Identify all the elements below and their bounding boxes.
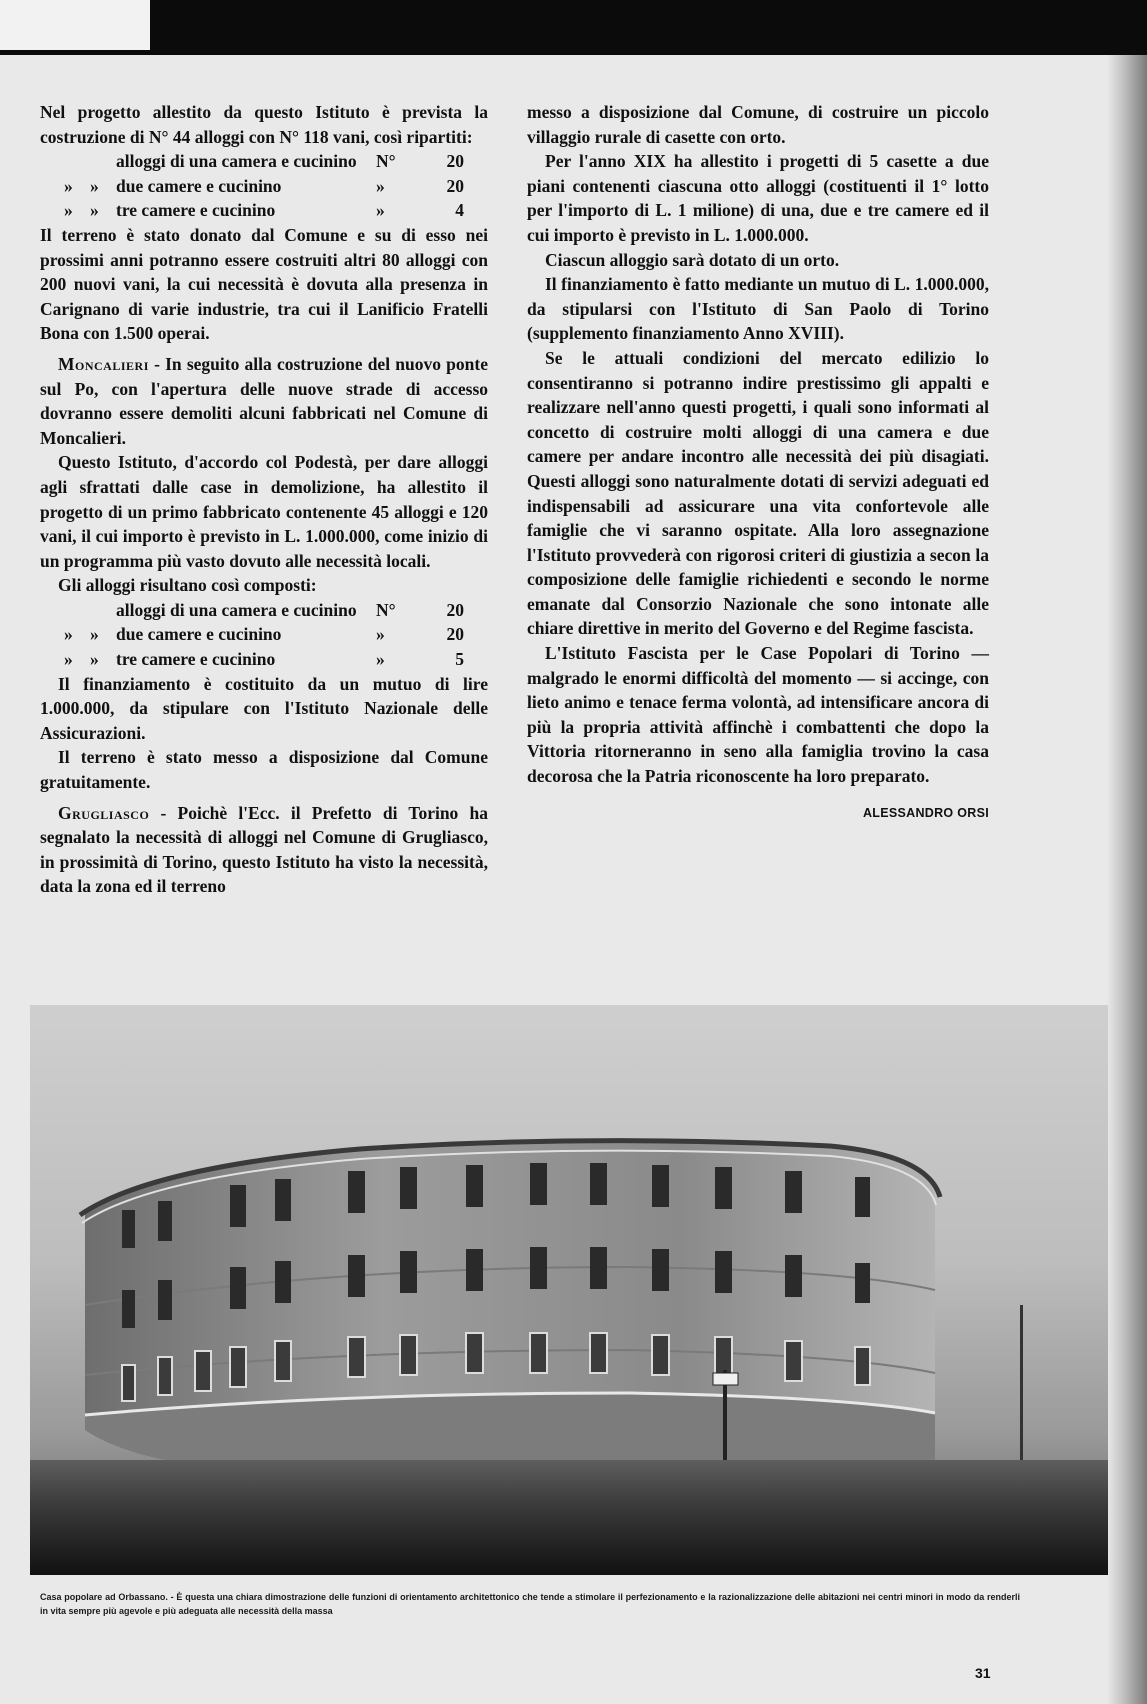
list-desc: alloggi di una camera e cucinino: [116, 151, 357, 172]
list-desc: due camere e cucinino: [116, 175, 282, 196]
paragraph-grugliasco: Grugliasco - Poichè l'Ecc. il Prefetto di Torino ha segnalato la necessità di alloggi nel Comune di Grugliasco, in prossimità di Torino, questo Istituto ha visto la necessità, data la zona ed il terreno: [40, 802, 488, 897]
apartment-list-1: alloggi di una camera e cucinino N° 20 » » due camere e cucinino » 20 » » tre camere e cucinino » 4: [64, 149, 488, 223]
page-right-edge-shadow: [1107, 55, 1147, 1704]
section-heading: Grugliasco: [58, 802, 150, 823]
paragraph: Il finanziamento è costituito da un mutuo di lire 1.000.000, da stipulare con l'Istituto Nazionale delle Assicurazioni.: [40, 673, 488, 743]
paragraph: Se le attuali condizioni del mercato edilizio lo consentiranno si potranno indire prestissimo gli appalti e realizzare nell'anno questi progetti, i quali sono informati al concetto di costruire molti alloggi di una camera e due camere per andare incontro alle necessità dei più disagiati. Questi alloggi sono naturalmente dotati di servizi adeguati ed indispensabili ad assicurare una vita confortevole alle famiglie che vi saranno ospitate. Alla loro assegnazione l'Istituto provvederà con rigorosi criteri di giustizia a secon la composizione delle famiglie richiedenti e secondo le norme emanate dal Consorzio Nazionale che sono intonate alle chiare direttive in merito del Governo e del Regime fascista.: [527, 347, 989, 639]
section-heading: Moncalieri: [58, 353, 149, 374]
paragraph: messo a disposizione dal Comune, di costruire un piccolo villaggio rurale di casette con orto.: [527, 102, 989, 147]
paragraph: L'Istituto Fascista per le Case Popolari di Torino — malgrado le enormi difficoltà del momento — si accinge, con lieto animo e tenace ferma volontà, ad intensificare ancora di più la propria attività affinchè i combattenti che dopo la Vittoria ritorneranno in seno alla famiglia trovino la casa decorosa che la Patria riconoscente ha loro preparato.: [527, 643, 989, 787]
list-desc: alloggi di una camera e cucinino: [116, 599, 357, 620]
author-signature: ALESSANDRO ORSI: [862, 805, 989, 820]
top-left-paper-tab: [0, 0, 150, 50]
building-photo: [30, 1005, 1108, 1575]
paragraph: Il terreno è stato donato dal Comune e su di esso nei prossimi anni potranno essere costruiti altri 80 alloggi con 200 nuovi vani, la cui necessità è dovuta alla presenza in Carignano di varie industrie, tra cui il Lanificio Fratelli Bona con 1.500 operai.: [40, 224, 488, 344]
right-text-column: [527, 100, 989, 825]
page-number: 31: [975, 1665, 991, 1681]
top-dark-band: [0, 0, 1147, 55]
list-desc: tre camere e cucinino: [116, 200, 276, 221]
photo-caption: Casa popolare ad Orbassano. - È questa una chiara dimostrazione delle funzioni di orientamento architettonico che tende a stimolare il perfezionamento e la razionalizzazione delle abitazioni nei centri minori in modo da renderli in vita sempre più agevole e più adeguata alle necessità della massa: [40, 1592, 1020, 1616]
paragraph: Nel progetto allestito da questo Istituto è prevista la costruzione di N° 44 alloggi con N° 118 vani, così ripartiti:: [40, 102, 488, 147]
apartment-list-2: alloggi di una camera e cucinino N° 20 » » due camere e cucinino » 20 » » tre camere e cucinino » 5: [64, 598, 488, 672]
paragraph: Questo Istituto, d'accordo col Podestà, per dare alloggi agli sfrattati dalle case in demolizione, ha allestito il progetto di un primo fabbricato contenente 45 alloggi e 120 vani, il cui importo è previsto in L. 1.000.000, come inizio di un programma più vasto dovuto alle necessità locali.: [40, 452, 488, 571]
paragraph: Gli alloggi risultano così composti:: [58, 575, 317, 596]
paragraph: Ciascun alloggio sarà dotato di un orto.: [545, 249, 840, 270]
list-desc: due camere e cucinino: [116, 624, 282, 645]
left-text-column: [40, 100, 488, 899]
list-desc: tre camere e cucinino: [116, 649, 276, 670]
paragraph: Per l'anno XIX ha allestito i progetti di 5 casette a due piani contenenti ciascuna otto alloggi (costituenti il 1° lotto per l'importo di L. 1 milione) di una, due e tre camere ed il cui importo è previsto in L. 1.000.000.: [527, 151, 989, 245]
paragraph: Il terreno è stato messo a disposizione dal Comune gratuitamente.: [40, 747, 488, 793]
paragraph: Il finanziamento è fatto mediante un mutuo di L. 1.000.000, da stipularsi con l'Istituto di San Paolo di Torino (supplemento finanziamento Anno XVIII).: [527, 274, 989, 344]
curved-apartment-building-illustration: [30, 1005, 1108, 1575]
paragraph-moncalieri: Moncalieri - In seguito alla costruzione del nuovo ponte sul Po, con l'apertura delle nuove strade di accesso dovranno essere demoliti alcuni fabbricati nel Comune di Moncalieri.: [40, 353, 488, 448]
